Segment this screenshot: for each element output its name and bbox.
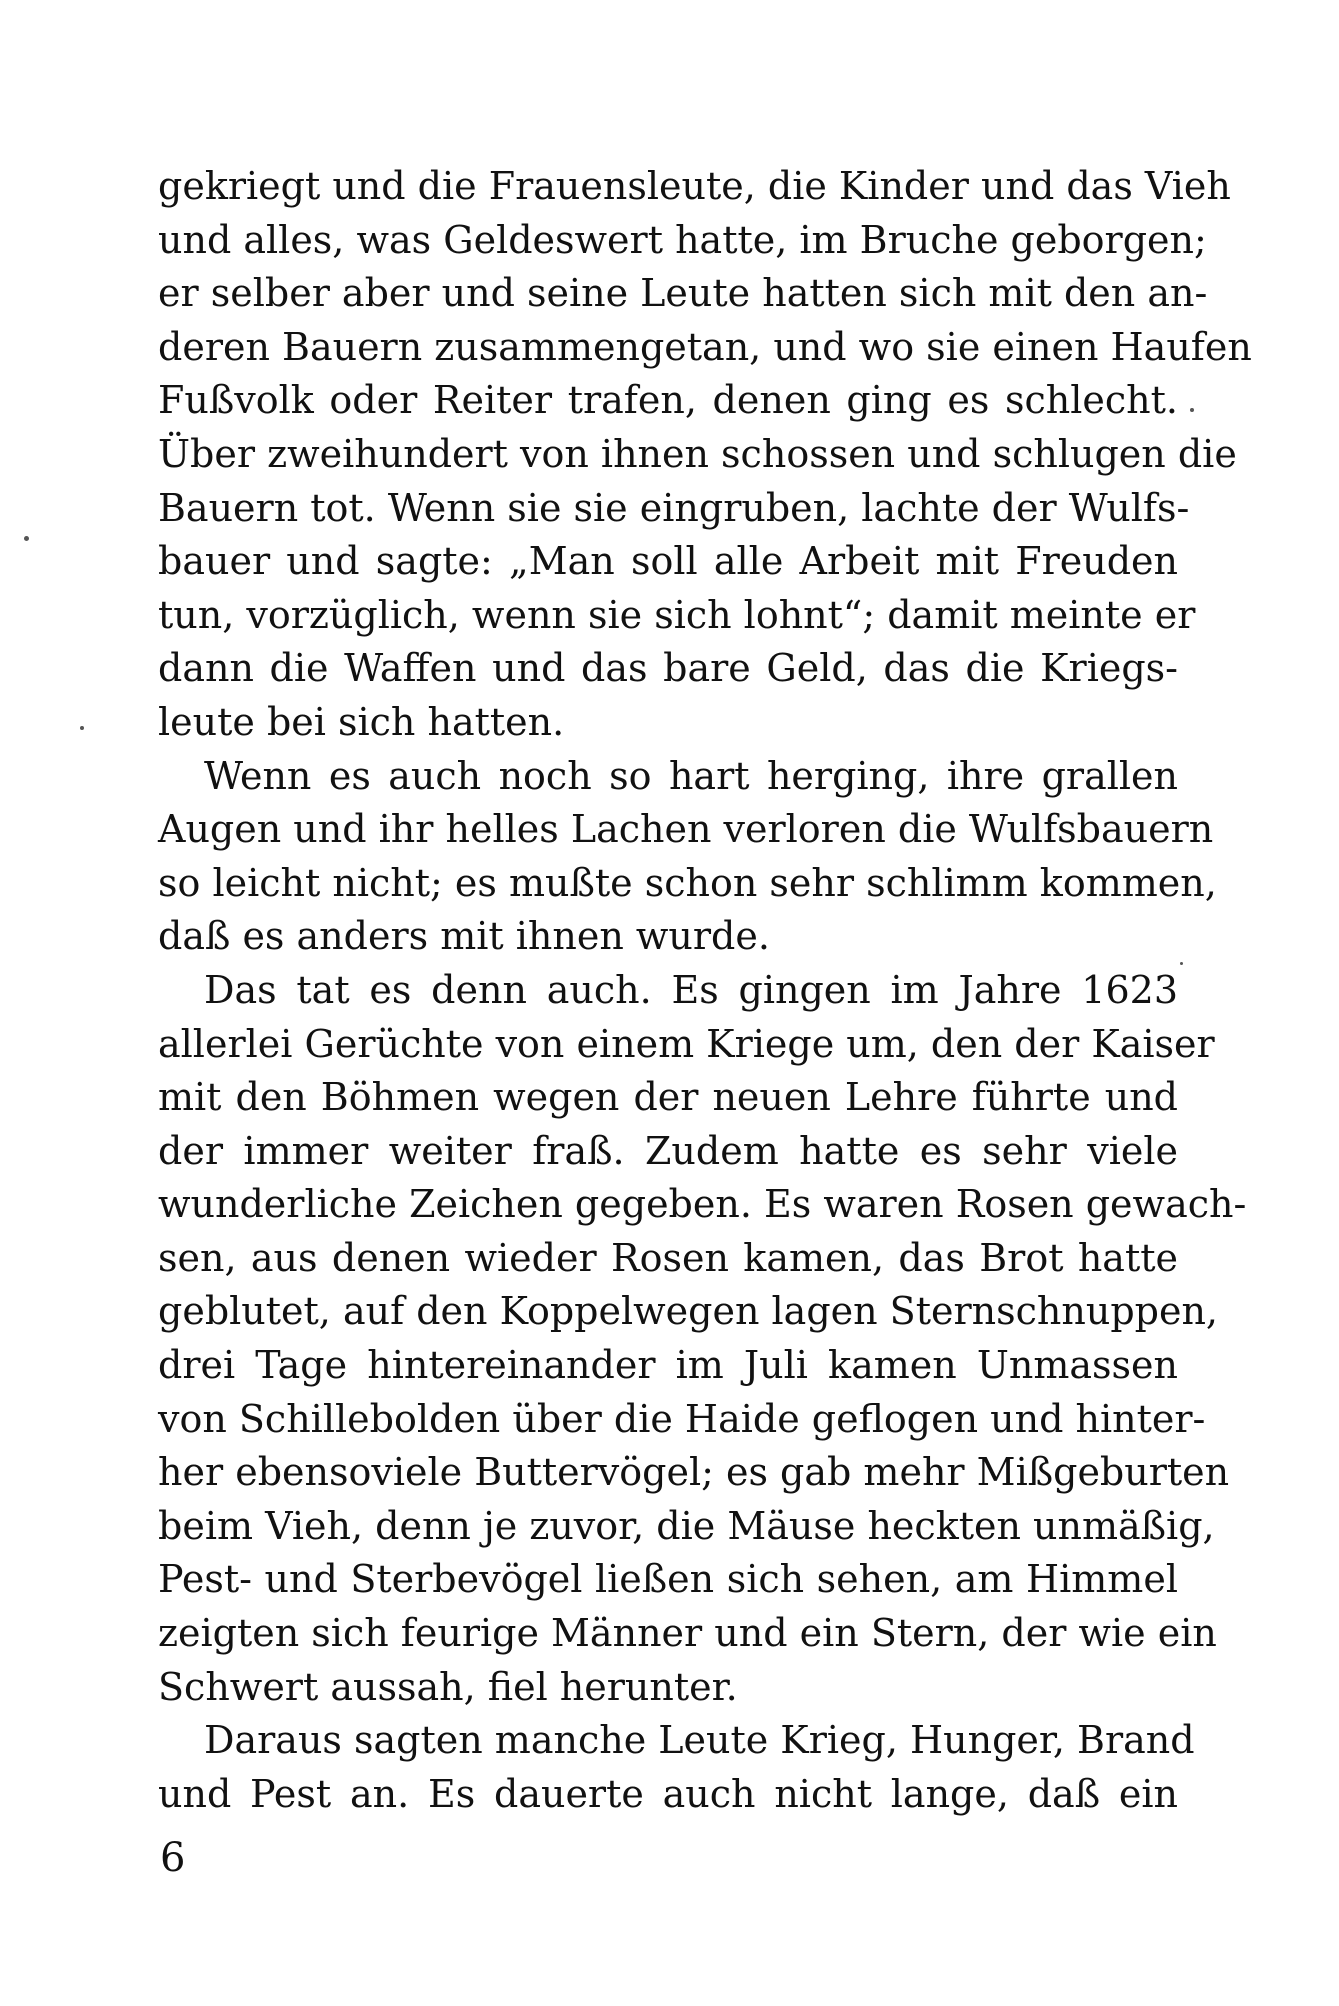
text-line: gekriegt und die Frauensleute, die Kinder und das Vieh [158,164,1231,208]
text-line: Wenn es auch noch so hart herging, ihre grallen [204,753,1178,798]
paragraph [158,160,1252,750]
text-line: bauer und sagte: „Man soll alle Arbeit mit Freuden [158,539,1178,584]
body-text [158,160,1252,1821]
scan-speck [1180,962,1183,965]
text-line: tun, vorzüglich, wenn sie sich lohnt“; damit meinte er [158,592,1196,637]
text-line: drei Tage hintereinander im Juli kamen Unmassen [158,1343,1178,1388]
scan-speck [24,536,29,541]
text-line: sen, aus denen wieder Rosen kamen, das Brot hatte [158,1235,1178,1280]
text-line: Bauern tot. Wenn sie sie eingruben, lachte der Wulfs- [158,485,1190,530]
text-line: so leicht nicht; es mußte schon sehr schlimm kommen, [158,860,1217,905]
text-line: wunderliche Zeichen gegeben. Es waren Rosen gewach- [158,1182,1247,1227]
text-line: dann die Waffen und das bare Geld, das die Kriegs- [158,646,1178,691]
text-line: zeigten sich feurige Männer und ein Stern, der wie ein [158,1611,1217,1656]
paragraph [158,750,1217,964]
text-line: Pest- und Sterbevögel ließen sich sehen, am Himmel [158,1557,1178,1602]
text-line: der immer weiter fraß. Zudem hatte es sehr viele [158,1128,1178,1173]
paragraph [158,1714,1195,1821]
paragraph [158,964,1247,1714]
text-line: leute bei sich hatten. [158,699,565,744]
text-line: Das tat es denn auch. Es gingen im Jahre 1623 [204,967,1178,1012]
text-line: allerlei Gerüchte von einem Kriege um, den der Kaiser [158,1021,1215,1066]
text-line: geblutet, auf den Koppelwegen lagen Sternschnuppen, [158,1289,1219,1334]
text-line: Augen und ihr helles Lachen verloren die Wulfsbauern [158,807,1214,852]
text-line: Schwert aussah, fiel herunter. [158,1664,738,1709]
text-line: her ebensoviele Buttervögel; es gab mehr Mißgeburten [158,1450,1230,1495]
text-line: Über zweihundert von ihnen schossen und schlugen die [158,431,1237,476]
text-line: er selber aber und seine Leute hatten sich mit den an- [158,271,1208,316]
scan-speck [80,726,84,730]
text-line: daß es anders mit ihnen wurde. [158,914,770,959]
text-line: mit den Böhmen wegen der neuen Lehre führte und [158,1075,1178,1120]
text-line: und alles, was Geldeswert hatte, im Bruche geborgen; [158,217,1207,262]
text-line: Fußvolk oder Reiter trafen, denen ging es schlecht. [158,378,1178,423]
scan-speck [1190,408,1194,412]
page-number: 6 [160,1835,186,1881]
text-line: beim Vieh, denn je zuvor, die Mäuse heckten unmäßig, [158,1503,1215,1548]
text-line: von Schillebolden über die Haide geflogen und hinter- [158,1396,1206,1441]
text-line: deren Bauern zusammengetan, und wo sie einen Haufen [158,324,1252,369]
text-line: und Pest an. Es dauerte auch nicht lange, daß ein [158,1771,1178,1816]
text-line: Daraus sagten manche Leute Krieg, Hunger, Brand [204,1718,1195,1763]
